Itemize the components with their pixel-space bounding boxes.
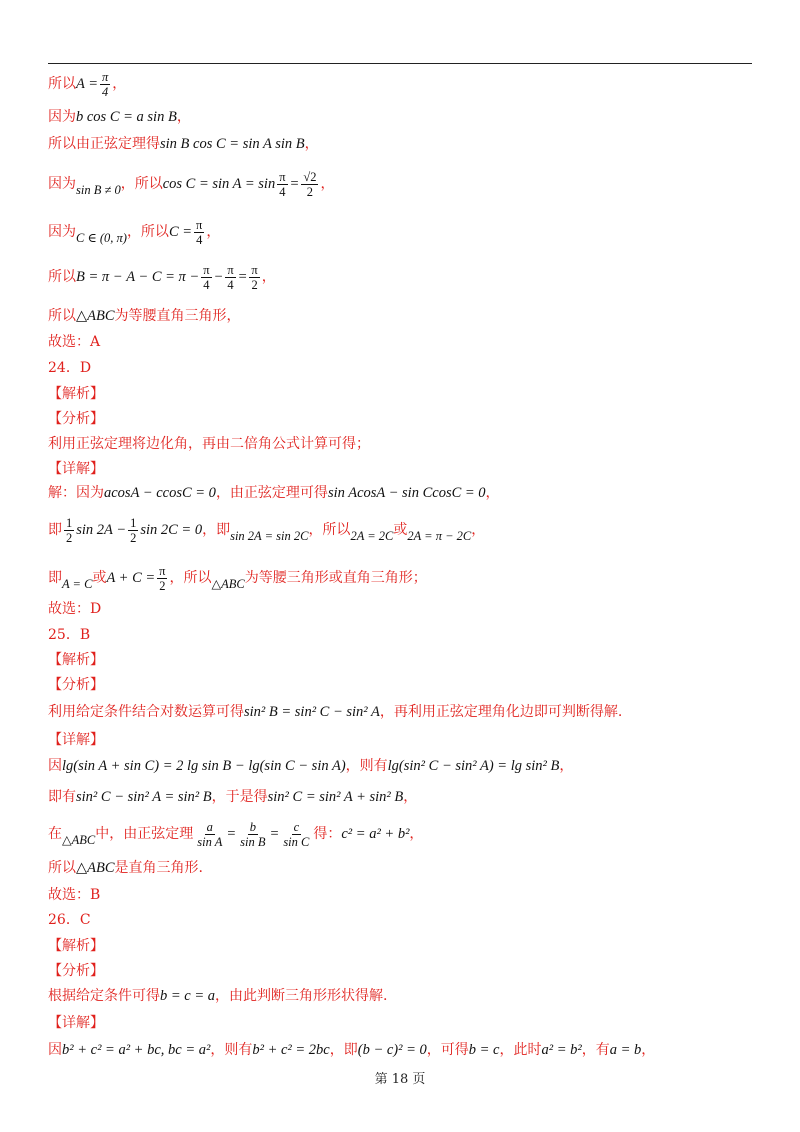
text: 即有 <box>48 789 76 805</box>
fraction <box>225 263 235 292</box>
denominator: 2 <box>251 277 258 292</box>
text: 25．B <box>48 627 91 643</box>
line-2 <box>48 106 191 128</box>
line-18 <box>48 624 90 646</box>
text: ，于是得 <box>211 789 268 805</box>
math: sin 2A = sin 2C <box>230 529 309 543</box>
math: b = c <box>468 1042 500 1058</box>
line-32 <box>48 1012 104 1034</box>
text: 得： <box>313 826 342 842</box>
line-17 <box>48 598 101 620</box>
line-15 <box>48 510 485 550</box>
math: b = c = a <box>160 988 216 1004</box>
text: 即 <box>48 570 62 586</box>
text: ，有 <box>581 1042 610 1058</box>
math: b² + c² = a² + bc, bc = a² <box>62 1042 211 1058</box>
text: 所以 <box>48 269 76 285</box>
numerator: √2 <box>303 169 317 184</box>
denominator: 2 <box>66 530 73 545</box>
text: 或 <box>393 522 408 538</box>
math: sin 2A − <box>76 522 127 538</box>
fraction <box>281 820 311 849</box>
math: A = C <box>62 577 93 591</box>
math: 2A = 2C <box>350 529 394 543</box>
text: 【详解】 <box>48 732 104 748</box>
fraction <box>128 516 138 545</box>
fraction <box>238 820 267 849</box>
math: △ABC <box>62 833 96 847</box>
header-rule <box>48 63 752 64</box>
text: 所以 <box>48 308 76 324</box>
fraction <box>64 516 74 545</box>
text: 因 <box>48 1042 62 1058</box>
math: − <box>213 269 224 285</box>
text: ，所以 <box>308 522 351 538</box>
math: △ABC <box>211 577 245 591</box>
punct: ， <box>471 522 486 538</box>
math: sin B cos C = sin A sin B <box>160 136 305 152</box>
text: ，可得 <box>426 1042 469 1058</box>
line-1 <box>48 64 126 104</box>
math: A + C = <box>106 570 156 586</box>
line-33 <box>48 1039 655 1061</box>
denominator: sin B <box>240 834 266 849</box>
line-10 <box>48 383 104 405</box>
line-20 <box>48 674 104 696</box>
numerator: π <box>203 262 210 277</box>
math: sin² C = sin² A + sin² B <box>267 789 404 805</box>
line-21 <box>48 701 622 723</box>
denominator: 4 <box>203 277 210 292</box>
fraction <box>249 263 259 292</box>
math: 2A = π − 2C <box>407 529 472 543</box>
text: 因 <box>48 758 62 774</box>
denominator: sin C <box>283 834 310 849</box>
line-25 <box>48 814 423 854</box>
line-26 <box>48 857 203 879</box>
text: ，再利用正弦定理角化边即可判断得解. <box>379 704 623 720</box>
line-29 <box>48 935 104 957</box>
text: 因为 <box>48 109 76 125</box>
math: = <box>269 826 280 842</box>
text: ，所以 <box>169 570 212 586</box>
punct: ， <box>559 758 574 774</box>
numerator: π <box>102 69 109 84</box>
text: 所以由正弦定理得 <box>48 136 160 152</box>
text: 所以 <box>48 76 76 92</box>
text: 或 <box>92 570 107 586</box>
punct: ， <box>112 76 127 92</box>
numerator: 1 <box>130 515 137 530</box>
text: 因为 <box>48 176 76 192</box>
text: 24．D <box>48 360 92 376</box>
punct: ， <box>176 109 191 125</box>
math: sin² B = sin² C − sin² A <box>244 704 380 720</box>
text: 利用给定条件结合对数运算可得 <box>48 704 244 720</box>
text: ，则有 <box>345 758 388 774</box>
fraction <box>277 170 287 199</box>
text: ，所以 <box>126 224 169 240</box>
punct: ， <box>261 269 276 285</box>
denominator: 2 <box>306 184 314 199</box>
numerator: π <box>251 262 258 277</box>
math: lg(sin² C − sin² A) = lg sin² B <box>387 758 560 774</box>
math: lg(sin A + sin C) = 2 lg sin B − lg(sin C − sin A) <box>62 758 346 774</box>
math: b² + c² = 2bc <box>252 1042 330 1058</box>
text: 因为 <box>48 224 76 240</box>
math: a² = b² <box>541 1042 582 1058</box>
math: C ∈ (0, π) <box>76 231 127 245</box>
text: ，此时 <box>499 1042 542 1058</box>
text: 【解析】 <box>48 938 104 954</box>
math: sin 2C = 0 <box>140 522 203 538</box>
math: sin AcosA − sin CcosC = 0 <box>327 485 486 501</box>
math: cos C = sin A = sin <box>162 176 276 192</box>
text: 中，由正弦定理 <box>95 826 194 842</box>
line-9 <box>48 357 91 379</box>
math: sin² C − sin² A = sin² B <box>76 789 212 805</box>
page-footer: 第 18 页 <box>374 1072 426 1087</box>
fraction <box>157 564 167 593</box>
numerator: π <box>159 563 166 578</box>
fraction <box>201 263 211 292</box>
text: 根据给定条件可得 <box>48 988 160 1004</box>
math: △ABC <box>76 860 115 876</box>
fraction <box>100 70 110 99</box>
line-12 <box>48 433 370 455</box>
denominator: 4 <box>102 84 109 99</box>
text: 26．C <box>48 912 91 928</box>
punct: ， <box>403 789 418 805</box>
text: 是直角三角形. <box>114 860 203 876</box>
numerator: 1 <box>66 515 73 530</box>
line-4 <box>48 164 334 204</box>
math: b cos C = a sin B <box>76 109 177 125</box>
punct: ， <box>485 485 500 501</box>
denominator: 4 <box>279 184 286 199</box>
math: △ABC <box>76 308 115 324</box>
line-23 <box>48 755 573 777</box>
text: 【解析】 <box>48 386 104 402</box>
text: 【解析】 <box>48 652 104 668</box>
text: 故选：B <box>48 887 101 903</box>
text: ，即 <box>329 1042 358 1058</box>
math: = <box>226 826 237 842</box>
line-8 <box>48 331 100 353</box>
numerator: c <box>293 819 300 834</box>
numerator: a <box>206 819 213 834</box>
math: c² = a² + b² <box>341 826 410 842</box>
fraction <box>301 170 318 199</box>
numerator: π <box>196 217 203 232</box>
punct: ， <box>641 1042 656 1058</box>
line-14 <box>48 482 500 504</box>
math: C = <box>168 224 193 240</box>
math: sin B ≠ 0 <box>76 183 121 197</box>
line-22 <box>48 729 104 751</box>
math: acosA − ccosC = 0 <box>104 485 216 501</box>
text: ，由正弦定理可得 <box>215 485 328 501</box>
line-11 <box>48 408 104 430</box>
text: ，则有 <box>210 1042 253 1058</box>
line-27 <box>48 884 100 906</box>
numerator: π <box>227 262 234 277</box>
text: 利用正弦定理将边化角，再由二倍角公式计算可得； <box>48 436 370 452</box>
text: 解：因为 <box>48 485 104 501</box>
text: 为等腰三角形或直角三角形； <box>244 570 427 586</box>
text: 为等腰直角三角形， <box>114 308 241 324</box>
math: (b − c)² = 0 <box>357 1042 427 1058</box>
line-30 <box>48 960 104 982</box>
math: A = <box>76 76 99 92</box>
denominator: 4 <box>227 277 234 292</box>
line-6 <box>48 257 276 297</box>
text: 【分析】 <box>48 963 104 979</box>
text: ，即 <box>202 522 231 538</box>
text: 故选：A <box>48 334 101 350</box>
denominator: sin A <box>197 834 223 849</box>
text: ，由此判断三角形形状得解. <box>215 988 388 1004</box>
fraction <box>195 820 224 849</box>
math: = <box>289 176 300 192</box>
line-3 <box>48 133 319 155</box>
punct: ， <box>206 224 221 240</box>
numerator: π <box>279 169 286 184</box>
line-7 <box>48 305 241 327</box>
denominator: 2 <box>159 578 166 593</box>
math: a = b <box>609 1042 642 1058</box>
text: ，所以 <box>120 176 163 192</box>
line-5 <box>48 212 220 252</box>
punct: ， <box>304 136 319 152</box>
math: B = π − A − C = π − <box>76 269 200 285</box>
line-31 <box>48 985 387 1007</box>
text: 在 <box>48 826 62 842</box>
text: 即 <box>48 522 62 538</box>
denominator: 4 <box>196 232 203 247</box>
denominator: 2 <box>130 530 137 545</box>
numerator: b <box>249 819 256 834</box>
line-19 <box>48 649 104 671</box>
math: = <box>237 269 248 285</box>
text: 【详解】 <box>48 1015 104 1031</box>
text: 【分析】 <box>48 411 104 427</box>
line-28 <box>48 909 91 931</box>
text: 【分析】 <box>48 677 104 693</box>
line-24 <box>48 786 417 808</box>
fraction <box>194 218 204 247</box>
text: 所以 <box>48 860 76 876</box>
punct: ， <box>320 176 335 192</box>
text: 故选：D <box>48 601 102 617</box>
punct: ， <box>409 826 424 842</box>
line-16 <box>48 558 427 598</box>
line-13 <box>48 458 104 480</box>
text: 【详解】 <box>48 461 104 477</box>
